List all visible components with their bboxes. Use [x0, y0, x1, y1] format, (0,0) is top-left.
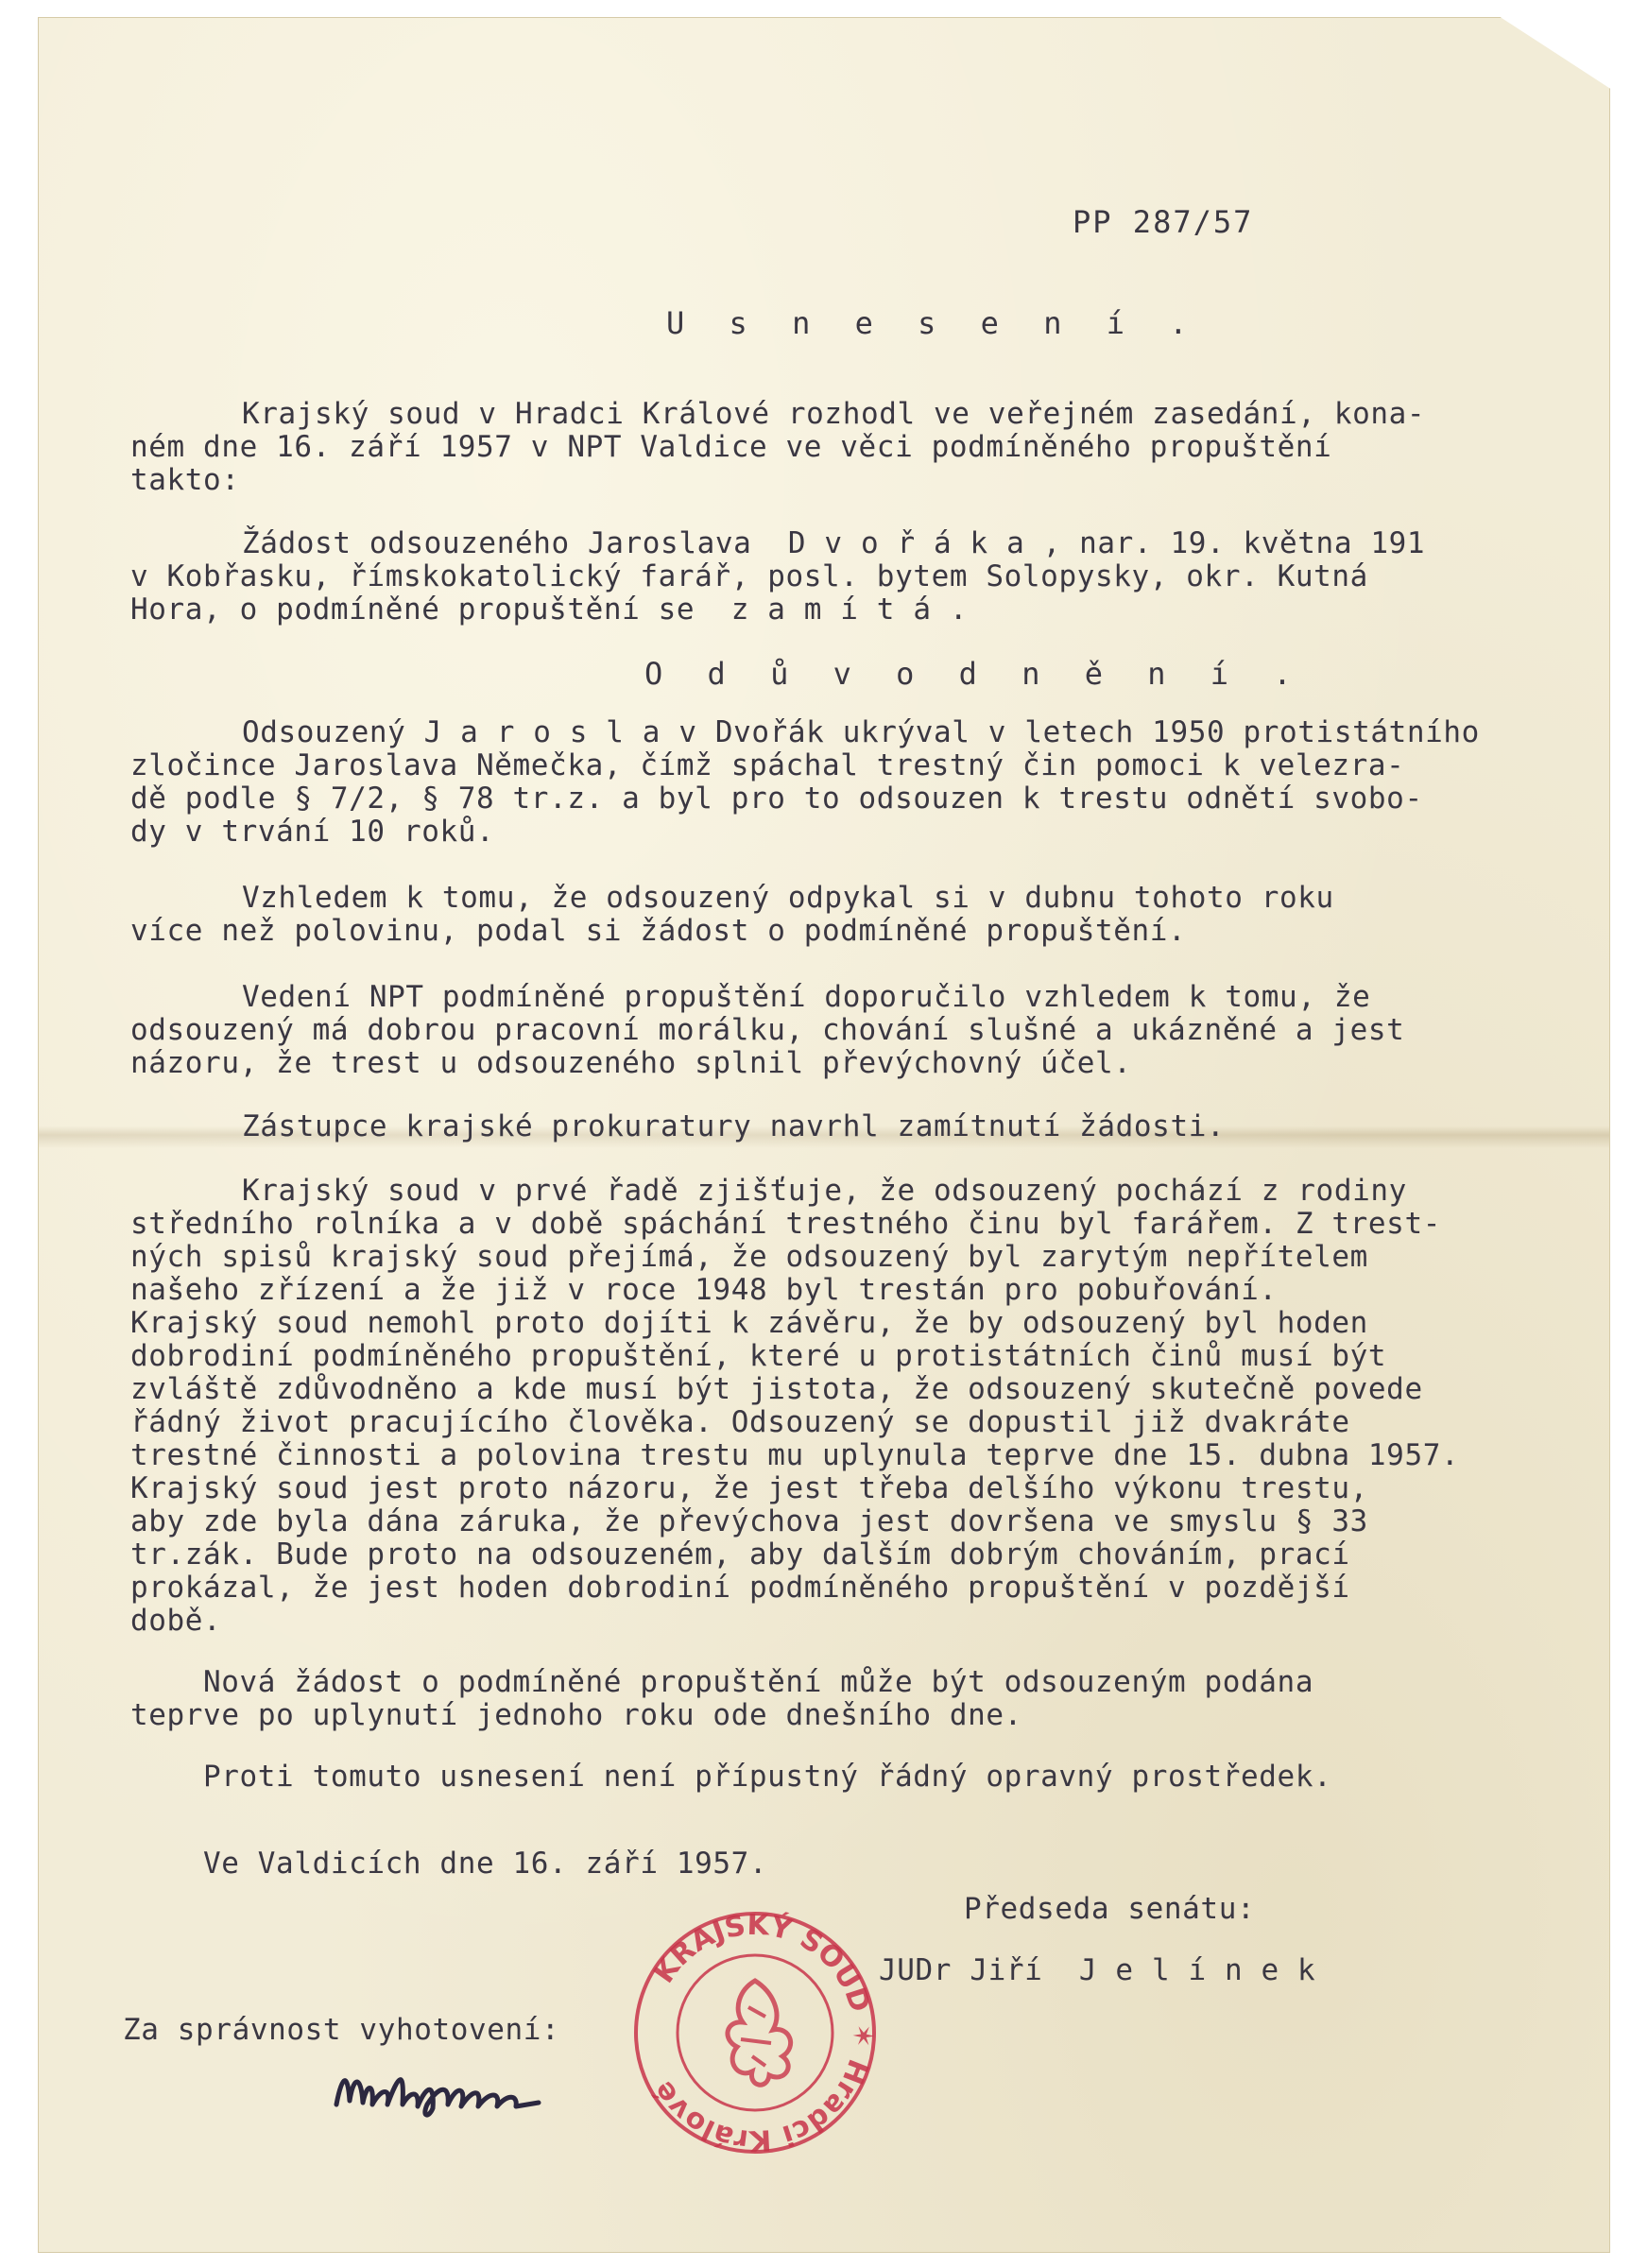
body-line: Vedení NPT podmíněné propuštění doporučilo vzhledem k tomu, že — [242, 980, 1371, 1014]
body-line: Krajský soud v prvé řadě zjišťuje, že odsouzený pochází z rodiny — [242, 1174, 1407, 1208]
reference-number: PP 287/57 — [1073, 204, 1254, 240]
body-line: Žádost odsouzeného Jaroslava D v o ř á k a , nar. 19. května 191 — [242, 526, 1426, 560]
body-line: ném dne 16. září 1957 v NPT Valdice ve věci podmíněného propuštění — [130, 430, 1332, 464]
svg-text:KRAJSKÝ SOUD ✶ Hradci Králové: KRAJSKÝ SOUD ✶ Hradci Králové — [646, 1908, 880, 2157]
body-line: dobrodiní podmíněného propuštění, které u protistátních činů musí být — [130, 1339, 1387, 1373]
document-title: U s n e s e n í . — [666, 305, 1201, 341]
body-line: Krajský soud nemohl proto dojíti k závěru, že by odsouzený byl hoden — [130, 1306, 1368, 1340]
section-heading: O d ů v o d n ě n í . — [644, 656, 1305, 692]
body-line: zvláště zdůvodněno a kde musí být jistota, že odsouzený skutečně povede — [130, 1372, 1423, 1406]
body-line: Odsouzený J a r o s l a v Dvořák ukrýval v letech 1950 protistátního — [242, 715, 1480, 749]
body-line: našeho zřízení a že již v roce 1948 byl trestán pro pobuřování. — [130, 1273, 1278, 1307]
certification-label: Za správnost vyhotovení: — [123, 2013, 560, 2047]
body-line: ných spisů krajský soud přejímá, že odsouzený byl zarytým nepřítelem — [130, 1240, 1368, 1274]
court-stamp — [627, 1905, 883, 2160]
body-line: středního rolníka a v době spáchání trestného činu byl farářem. Z trest- — [130, 1207, 1441, 1241]
body-line: řádný život pracujícího člověka. Odsouzený se dopustil již dvakráte — [130, 1405, 1350, 1439]
body-line: dy v trvání 10 roků. — [130, 815, 495, 849]
body-line: zločince Jaroslava Němečka, čímž spáchal trestný čin pomoci k velezra- — [130, 748, 1405, 782]
body-line: dě podle § 7/2, § 78 tr.z. a byl pro to odsouzen k trestu odnětí svobo- — [130, 782, 1423, 816]
body-line: teprve po uplynutí jednoho roku ode dnešního dne. — [130, 1698, 1022, 1732]
chairman-label: Předseda senátu: — [964, 1892, 1256, 1926]
date-place: Ve Valdicích dne 16. září 1957. — [203, 1847, 768, 1881]
body-line: Nová žádost o podmíněné propuštění může být odsouzeným podána — [203, 1665, 1314, 1699]
body-line: takto: — [130, 463, 240, 497]
body-line: tr.zák. Bude proto na odsouzeném, aby dalším dobrým chováním, prací — [130, 1538, 1350, 1572]
handwritten-signature — [329, 2055, 546, 2122]
body-line: době. — [130, 1604, 222, 1638]
body-line: Vzhledem k tomu, že odsouzený odpykal si v dubnu tohoto roku — [242, 881, 1334, 915]
body-line: více než polovinu, podal si žádost o podmíněné propuštění. — [130, 914, 1187, 948]
body-line: Krajský soud jest proto názoru, že jest třeba delšího výkonu trestu, — [130, 1471, 1368, 1505]
body-line: v Kobřasku, římskokatolický farář, posl. bytem Solopysky, okr. Kutná — [130, 559, 1368, 593]
body-line: Krajský soud v Hradci Králové rozhodl ve veřejném zasedání, kona- — [242, 397, 1426, 431]
body-line: Proti tomuto usnesení není přípustný řádný opravný prostředek. — [203, 1760, 1332, 1794]
body-line: názoru, že trest u odsouzeného splnil převýchovný účel. — [130, 1046, 1132, 1080]
body-line: Zástupce krajské prokuratury navrhl zamítnutí žádosti. — [242, 1109, 1226, 1143]
body-line: prokázal, že jest hoden dobrodiní podmíněného propuštění v pozdější — [130, 1571, 1350, 1605]
body-line: Hora, o podmíněné propuštění se z a m í t á . — [130, 593, 969, 627]
body-line: trestné činnosti a polovina trestu mu uplynula teprve dne 15. dubna 1957. — [130, 1438, 1460, 1472]
body-line: aby zde byla dána záruka, že převýchova jest dovršena ve smyslu § 33 — [130, 1504, 1368, 1538]
judge-name: JUDr Jiří J e l í n e k — [879, 1953, 1316, 1987]
body-line: odsouzený má dobrou pracovní morálku, chování slušné a ukázněné a jest — [130, 1013, 1405, 1047]
